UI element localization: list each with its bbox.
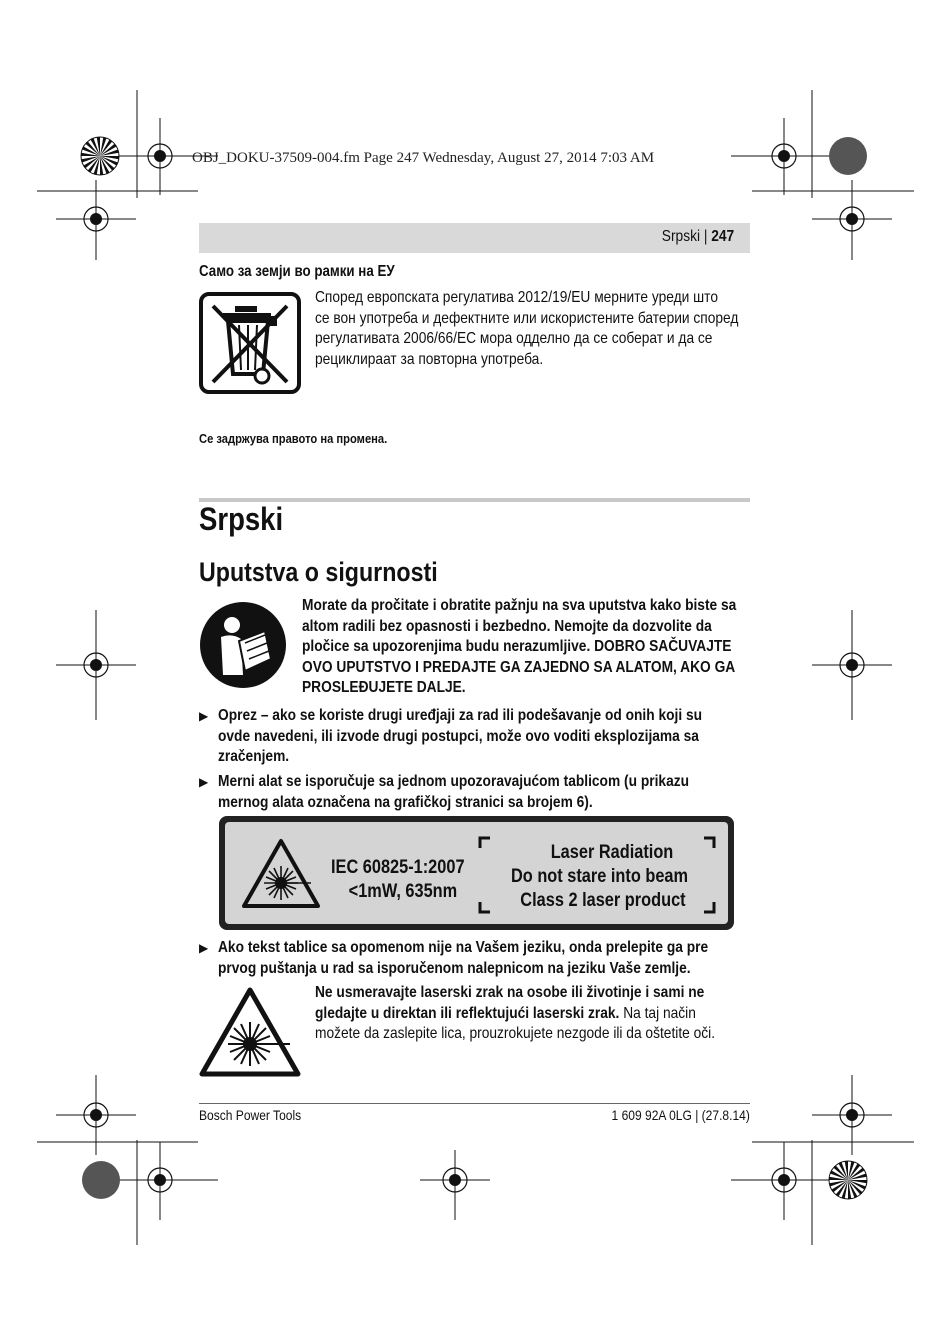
laser-warning-text: [315, 983, 715, 1045]
laser-label-spec: [331, 856, 465, 904]
bullet-line: Oprez – ako se koriste drugi uređjaji za rad ili podešavanje od onih koji su: [218, 707, 703, 724]
read-manual-warning: [302, 596, 736, 699]
warning-line: pločice sa upozorenjima budu nerazumljive. DOBRO SAČUVAJTE: [302, 638, 732, 655]
eu-line: Според европската регулатива 2012/19/EU мерните уреди што: [315, 289, 718, 306]
warning-line: OVO UPUTSTVO I PREDAJTE GA ZAJEDNO SA ALATOM, AKO GA: [302, 658, 736, 676]
warning-line: Morate da pročitate i obratite pažnju na sva uputstva kako biste sa: [302, 597, 737, 614]
eu-line: се вон употреба и дефектните или искористените батерии според: [315, 309, 739, 327]
laser-warning-icon: [241, 838, 321, 910]
eu-line: рециклираат за повторна употреба.: [315, 350, 544, 368]
laser-label-warning: [511, 841, 688, 913]
running-header: [199, 223, 750, 253]
laser-label-standard: IEC 60825-1:2007: [331, 857, 465, 878]
bullet-line: zračenjem.: [218, 748, 290, 765]
warning-line: PROSLEĐUJETE DALJE.: [302, 679, 466, 696]
laser-warning-tail: Na taj način: [619, 1004, 696, 1022]
header-page-number: 247: [711, 228, 734, 245]
laser-warning-line: Ne usmeravajte laserski zrak na osobe ili životinje i sami ne: [315, 984, 705, 1001]
bullet-line: mernog alata označena na grafičkoj stranici sa brojem 6).: [218, 793, 593, 811]
header-section: Srpski: [661, 228, 700, 245]
laser-hazard-triangle-icon: [198, 986, 302, 1078]
language-heading: Srpski: [199, 501, 284, 537]
bullet-arrow-icon: ▶: [199, 775, 209, 789]
footer-doc-number: 1 609 92A 0LG | (27.8.14): [611, 1107, 750, 1123]
laser-label-line: Laser Radiation: [550, 842, 674, 863]
safety-heading: Uputstva o sigurnosti: [199, 557, 438, 587]
laser-label-line: Class 2 laser product: [520, 890, 686, 911]
crossed-out-wheelie-bin-icon: [199, 292, 301, 394]
laser-warning-line: možete da zaslepite lica, prouzrokujete nezgode ili da oštetite oči.: [315, 1025, 716, 1042]
read-manual-icon: [199, 601, 287, 689]
laser-warning-line: gledajte u direktan ili reflektujući laserski zrak.: [315, 1004, 620, 1022]
eu-section-body: [315, 288, 738, 370]
eu-line: регулативата 2006/66/EC мора одделно да се соберат и да се: [315, 330, 713, 347]
bullet-line: Ako tekst tablice sa opomenom nije na Vašem jeziku, onda prelepite ga pre: [218, 939, 709, 956]
footer-brand: Bosch Power Tools: [199, 1107, 302, 1123]
bullet-line: ovde navedeni, ili izvode drugi postupci, može ovo voditi eksplozijama sa: [218, 727, 699, 745]
bullet-arrow-icon: ▶: [199, 709, 209, 723]
laser-label-line: Do not stare into beam: [511, 866, 689, 887]
bullet-line: Merni alat se isporučuje sa jednom upozoravajućom tablicom (u prikazu: [218, 773, 690, 790]
slug-line: OBJ_DOKU-37509-004.fm Page 247 Wednesday, August 27, 2014 7:03 AM: [192, 150, 655, 166]
laser-label-power: <1mW, 635nm: [348, 881, 458, 902]
bullet-arrow-icon: ▶: [199, 941, 209, 955]
warning-line: altom radili bez opasnosti i bezbedno. Nemojte da dozvolite da: [302, 617, 712, 635]
bullet-line: prvog puštanja u rad sa isporučenom nalepnicom na jeziku Vaše zemlje.: [218, 959, 691, 977]
eu-section-title: Само за земји во рамки на ЕУ: [199, 263, 395, 280]
laser-warning-label: [219, 816, 734, 930]
reserve-note: Се задржува правото на промена.: [199, 431, 388, 446]
footer-rule: [199, 1103, 750, 1104]
header-separator: |: [703, 228, 712, 245]
